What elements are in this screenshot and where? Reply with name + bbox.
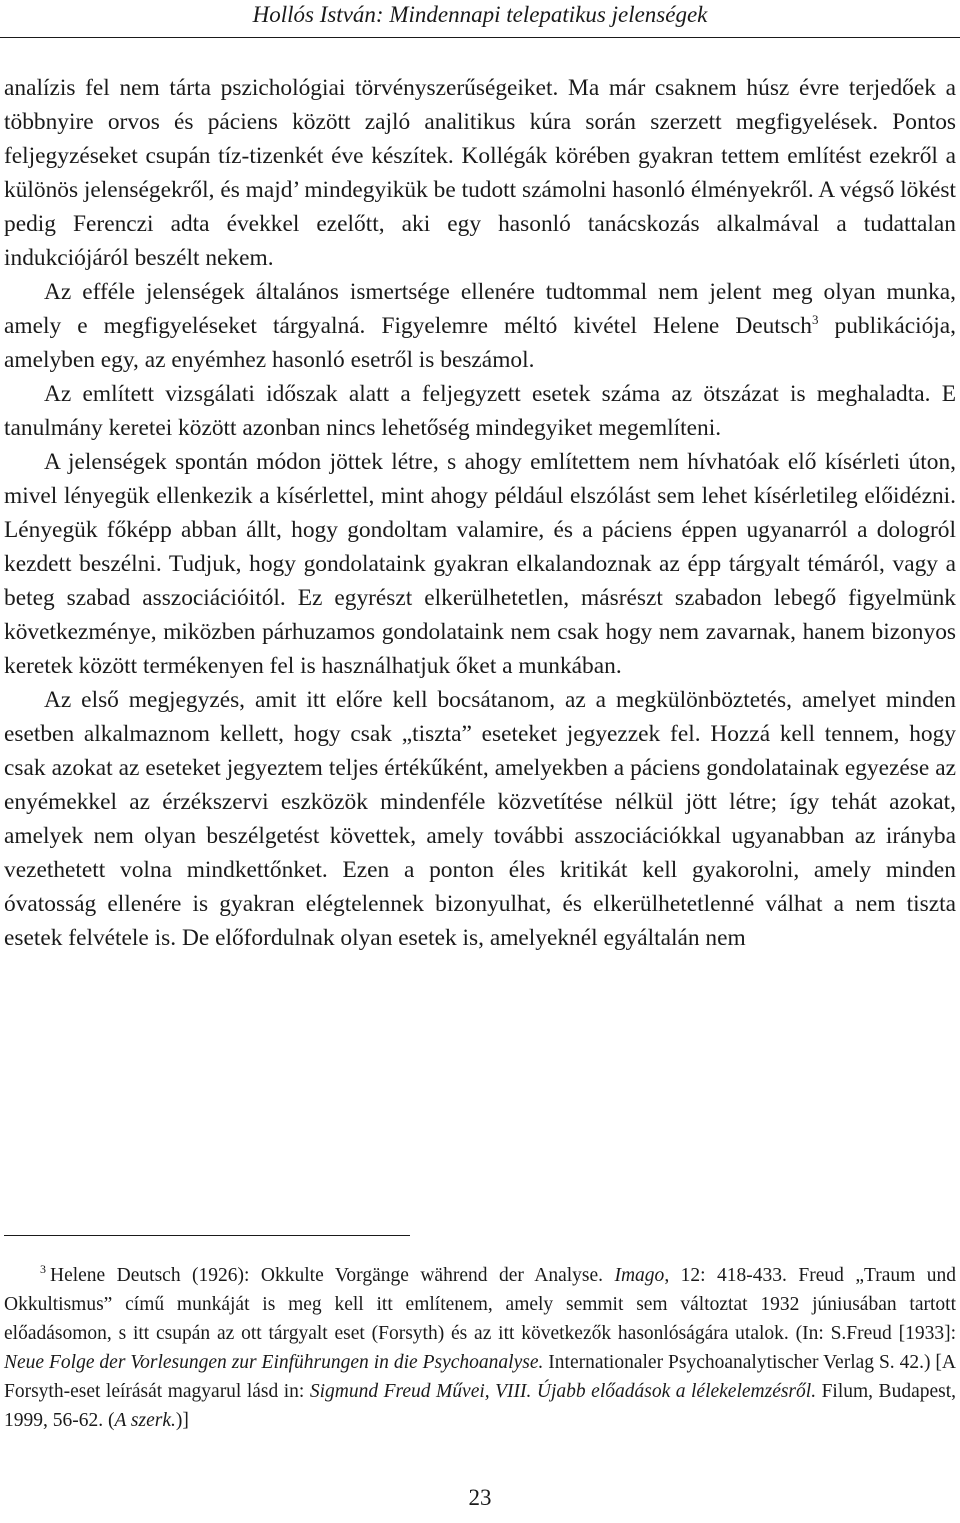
footnote-italic: Sigmund Freud Művei, VIII. Újabb előadások a lélekelemzésről. (309, 1381, 817, 1402)
footnote-text: Internationaler Psychoanalytischer Verlag S. 42.) [A Forsyth-eset leírását magyarul lásd in: (4, 1352, 956, 1402)
footnote-text: , 12: 418-433. Freud „Traum und Okkultismus” című munkáját is meg kell itt említenem, amely semmit sem változtat 1932 júniusában tartott előadásomon, s itt csupán az ott tárgyalt eset (Forsyth) és az itt következők hasonlóságára utalok. (In: S.Freud [1933]: (4, 1265, 956, 1344)
footnote-italic: Neue Folge der Vorlesungen zur Einführungen in die Psychoanalyse. (4, 1352, 544, 1373)
footnote-text: Helene Deutsch (1926): Okkulte Vorgänge während der Analyse. (50, 1265, 615, 1286)
footnote-text: )] (175, 1410, 189, 1431)
body-text (4, 71, 956, 955)
footnote-text: Filum, Budapest, 1999, 56-62. ( (4, 1381, 957, 1431)
header-divider (0, 37, 960, 38)
footnote-divider (4, 1235, 410, 1236)
paragraph-text: publikációja, amelyben egy, az enyémhez hasonló esetről is beszámol. (4, 313, 956, 373)
paragraph: Az említett vizsgálati időszak alatt a feljegyzett esetek száma az ötszázat is meghaladta. E tanulmány keretei között azonban nincs lehetőség mindegyiket megemlíteni. (4, 381, 956, 441)
page-number: 23 (468, 1485, 492, 1510)
footnote-number: 3 (40, 1262, 46, 1276)
paragraph: A jelenségek spontán módon jöttek létre, s ahogy említettem nem hívhatóak elő kísérleti úton, mivel lényegük ellenkezik a kísérlettel, mint ahogy például elszólást sem lehet kísérletileg előidézni. Lényegük főképp abban állt, hogy gondoltam valamire, és a páciens éppen ugyanarról a dologról kezdett beszélni. Tudjuk, hogy gondolataink gyakran elkalandoznak az épp tárgyalt témáról, vagy a beteg szabad asszociációitól. Ez egyrészt elkerülhetetlen, másrészt szabadon lebegő figyelmünk következménye, miközben párhuzamos gondolataink nem csak hogy nem zavarnak, hanem bizonyos keretek között termékenyen fel is használhatjuk őket a munkában. (4, 449, 956, 679)
footnote-italic: A szerk. (114, 1410, 176, 1431)
paragraph: analízis fel nem tárta pszichológiai törvényszerűségeiket. Ma már csaknem húsz évre terjedőek a többnyire orvos és páciens között zajló analitikus kúra során szerzett megfigyelések. Pontos feljegyzéseket csupán tíz-tizenkét éve készítek. Kollégák körében gyakran tettem említést ezekről a különös jelenségekről, és majd’ mindegyikük be tudott számolni hasonló élményekről. A végső lökést pedig Ferenczi adta évekkel ezelőtt, aki egy hasonló tanácskozás alkalmával a tudattalan indukciójáról beszélt nekem. (4, 75, 956, 271)
running-header: Hollós István: Mindennapi telepatikus jelenségek (252, 2, 708, 27)
footnote-reference[interactable]: 3 (811, 312, 819, 327)
paragraph-text: Az efféle jelenségek általános ismertsége ellenére tudtommal nem jelent meg olyan munka, amely e megfigyeléseket tárgyalná. Figyelemre méltó kivétel Helene Deutsch (4, 279, 956, 339)
footnote (4, 1261, 956, 1435)
paragraph (4, 275, 956, 377)
paragraph: Az első megjegyzés, amit itt előre kell bocsátanom, az a megkülönböztetés, amelyet minden esetben alkalmaznom kellett, hogy csak „tiszta” eseteket jegyezzek fel. Hozzá kell tennem, hogy csak azokat az eseteket jegyeztem teljes értékűként, amelyekben a páciens gondolatainak egyezése az enyémekkel az érzékszervi eszközök mindenféle közvetítése nélkül jött létre; így tehát azokat, amelyek nem olyan beszélgetést követtek, amely további asszociációkkal ugyanabban az irányba vezethetett volna mindkettőnket. Ezen a ponton éles kritikát kell gyakorolni, amely minden óvatosság ellenére is gyakran elégtelennek bizonyulhat, és elkerülhetetlenné válhat a nem tiszta esetek felvétele is. De előfordulnak olyan esetek is, amelyeknél egyáltalán nem (4, 687, 956, 951)
footnote-italic: Imago (614, 1265, 665, 1286)
